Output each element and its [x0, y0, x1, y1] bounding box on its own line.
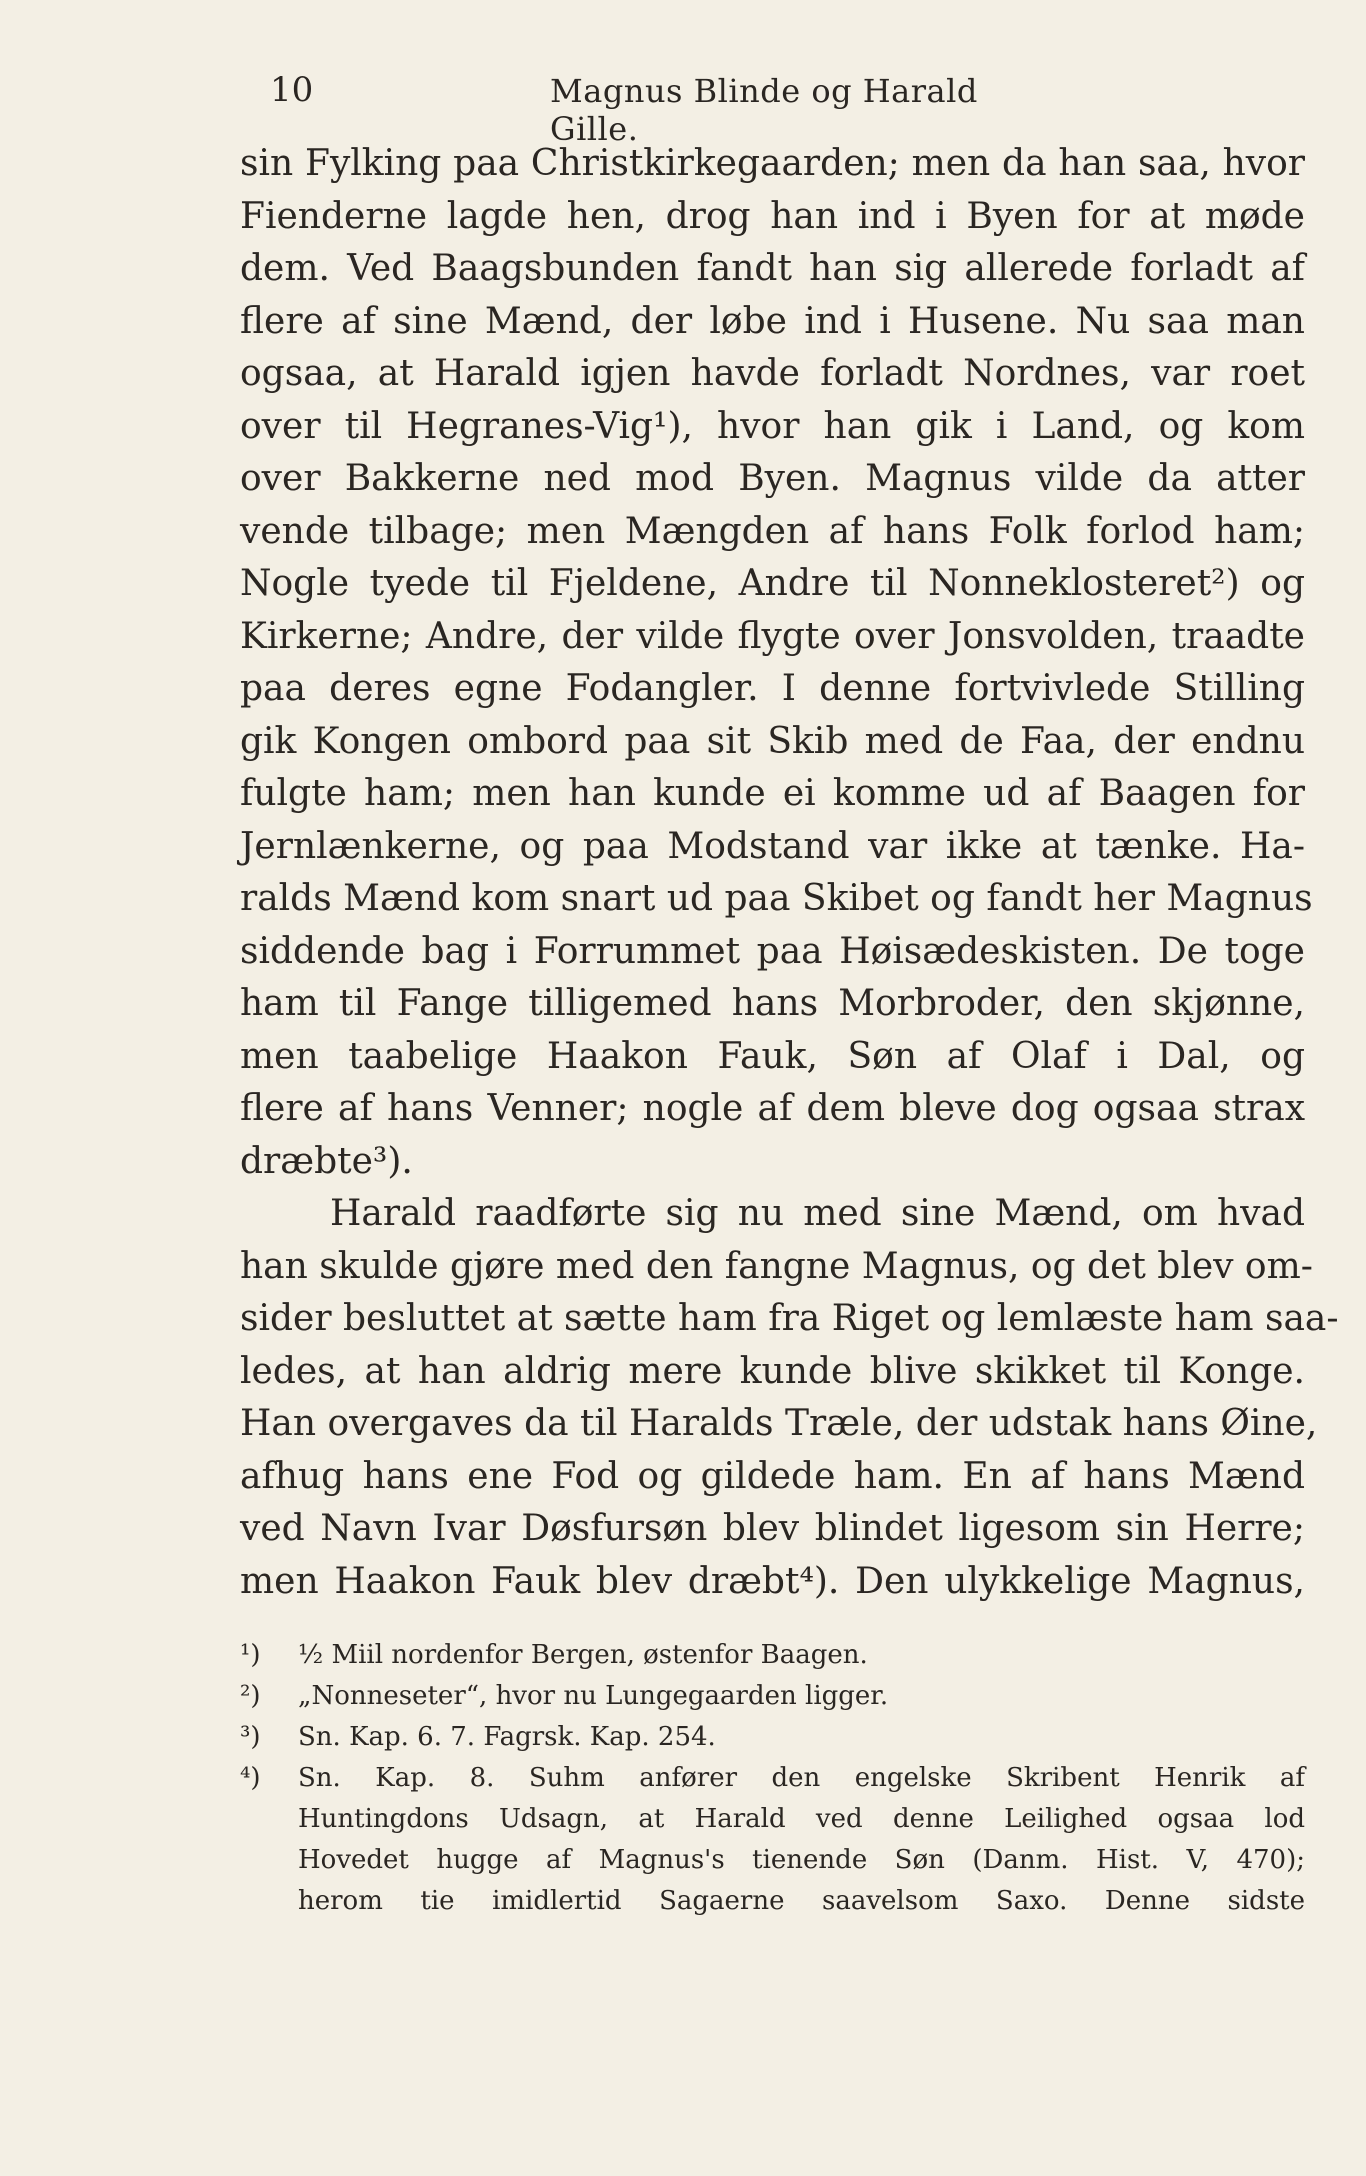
- footnote-marker: ²): [240, 1681, 261, 1711]
- footnote-text: „Nonneseter“, hvor nu Lungegaarden ligger.: [298, 1681, 889, 1711]
- footnotes: [240, 1635, 1305, 1922]
- text-line: Kirkerne; Andre, der vilde flygte over Jonsvolden, traadte: [240, 615, 1305, 657]
- footnote-1: [240, 1635, 1305, 1676]
- footnote-marker: ¹): [240, 1640, 261, 1670]
- text-line: afhug hans ene Fod og gildede ham. En af hans Mænd: [240, 1455, 1305, 1497]
- text-line: ledes, at han aldrig mere kunde blive skikket til Konge.: [240, 1350, 1305, 1392]
- text-line: sin Fylking paa Christkirkegaarden; men da han saa, hvor: [240, 143, 1305, 184]
- text-line: siddende bag i Forrummet paa Høisædeskisten. De toge: [240, 930, 1305, 972]
- text-line: Jernlænkerne, og paa Modstand var ikke at tænke. Ha-: [240, 825, 1305, 867]
- footnote-4-continued: herom tie imidlertid Sagaerne saavelsom Saxo. Denne sidste: [298, 1886, 1305, 1916]
- text-line: ogsaa, at Harald igjen havde forladt Nordnes, var roet: [240, 353, 1305, 394]
- text-line: paa deres egne Fodangler. I denne fortvivlede Stilling: [240, 668, 1305, 709]
- body-text: [240, 138, 1339, 1608]
- text-line: men Haakon Fauk blev dræbt⁴). Den ulykkelige Magnus,: [240, 1560, 1305, 1602]
- footnote-4: [240, 1758, 1305, 1799]
- text-line: Fienderne lagde hen, drog han ind i Byen for at møde: [240, 195, 1305, 237]
- text-line: ved Navn Ivar Døsfursøn blev blindet ligesom sin Herre;: [240, 1508, 1305, 1549]
- text-line: Harald raadførte sig nu med sine Mænd, om hvad: [330, 1193, 1305, 1234]
- text-line: over Bakkerne ned mod Byen. Magnus vilde da atter: [240, 458, 1305, 499]
- footnote-3: [240, 1717, 1305, 1758]
- footnote-2: [240, 1676, 1305, 1717]
- text-line: men taabelige Haakon Fauk, Søn af Olaf i Dal, og: [240, 1035, 1305, 1077]
- footnote-marker: ³): [240, 1722, 261, 1752]
- text-line: flere af hans Venner; nogle af dem bleve dog ogsaa strax: [240, 1088, 1305, 1129]
- text-line: over til Hegranes-Vig¹), hvor han gik i Land, og kom: [240, 405, 1305, 447]
- text-line: fulgte ham; men han kunde ei komme ud af Baagen for: [240, 773, 1305, 814]
- text-line: ralds Mænd kom snart ud paa Skibet og fandt her Magnus: [240, 878, 1313, 919]
- footnote-text: Sn. Kap. 6. 7. Fagrsk. Kap. 254.: [298, 1722, 716, 1752]
- text-line: dræbte³).: [240, 1140, 413, 1182]
- page-header: [270, 70, 1060, 148]
- footnote-4-continued: Hovedet hugge af Magnus's tienende Søn (Danm. Hist. V, 470);: [298, 1845, 1305, 1875]
- running-title: Magnus Blinde og Harald Gille.: [550, 72, 978, 148]
- text-line: ham til Fange tilligemed hans Morbroder, den skjønne,: [240, 983, 1305, 1024]
- text-line: gik Kongen ombord paa sit Skib med de Faa, der endnu: [240, 720, 1305, 762]
- footnote-marker: ⁴): [240, 1763, 261, 1793]
- text-line: han skulde gjøre med den fangne Magnus, og det blev om-: [240, 1245, 1313, 1287]
- text-line: dem. Ved Baagsbunden fandt han sig allerede forladt af: [240, 248, 1305, 289]
- page-number: 10: [270, 70, 314, 110]
- footnote-text: ½ Miil nordenfor Bergen, østenfor Baagen.: [298, 1640, 868, 1670]
- text-line: sider besluttet at sætte ham fra Riget og lemlæste ham saa-: [240, 1298, 1339, 1339]
- footnote-text: Sn. Kap. 8. Suhm anfører den engelske Skribent Henrik af: [298, 1763, 1305, 1793]
- text-line: Nogle tyede til Fjeldene, Andre til Nonneklosteret²) og: [240, 563, 1305, 604]
- text-line: flere af sine Mænd, der løbe ind i Husene. Nu saa man: [240, 300, 1305, 342]
- text-line: Han overgaves da til Haralds Træle, der udstak hans Øine,: [240, 1403, 1318, 1444]
- footnote-4-continued: Huntingdons Udsagn, at Harald ved denne Leilighed ogsaa lod: [298, 1804, 1305, 1834]
- text-line: vende tilbage; men Mængden af hans Folk forlod ham;: [240, 510, 1305, 552]
